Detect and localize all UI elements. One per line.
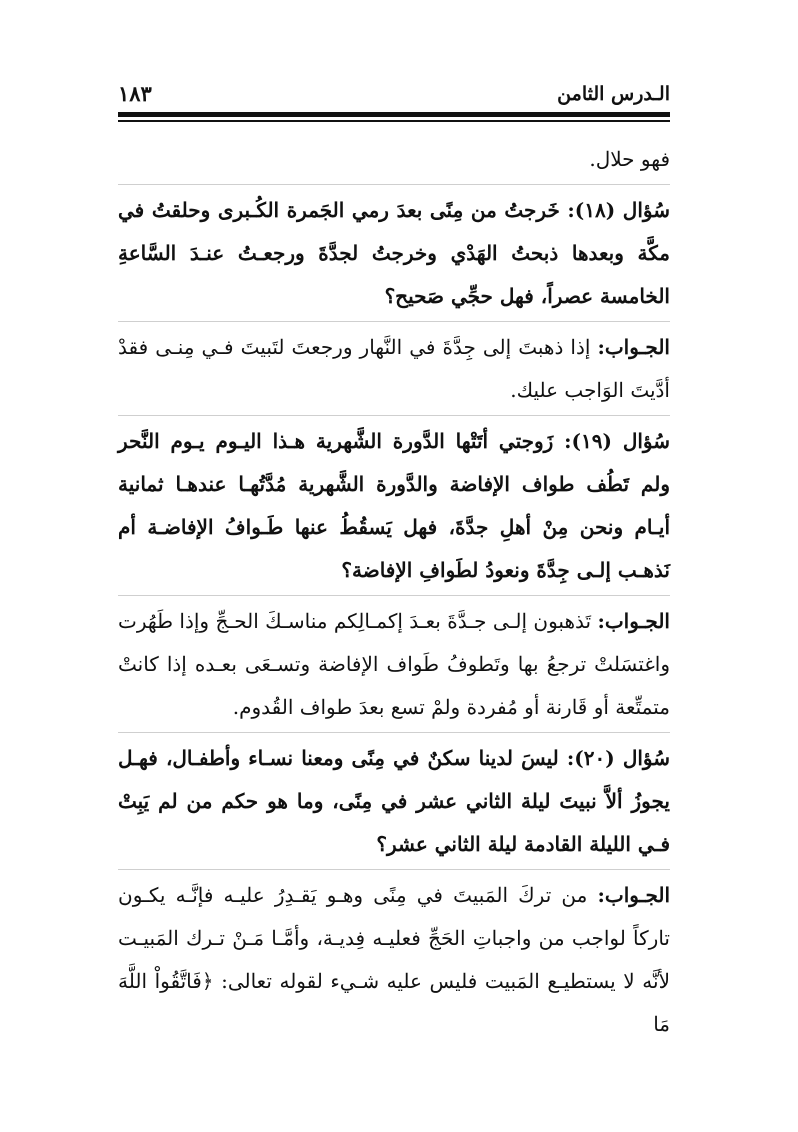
answer-20 (118, 874, 670, 1046)
header-rule-thick (118, 112, 670, 117)
paragraph-divider (118, 869, 670, 870)
chapter-title: الـدرس الثامن (557, 83, 670, 105)
answer-text: إذا ذهبتَ إلى جِدَّةَ في النَّهار ورجعتَ لتَبيتَ فـي مِنـى فقدْ أدَّيتَ الوَاجب عليك. (118, 335, 670, 402)
answer-label: الجـواب: (597, 883, 671, 907)
paragraph-divider (118, 732, 670, 733)
paragraph-divider (118, 595, 670, 596)
page-number: ١٨٣ (118, 81, 152, 106)
answer-label: الجـواب: (597, 609, 670, 633)
answer-text: من تركَ المَبيتَ في مِنًى وهـو يَقـدِرُ عليـه فإنَّـه يكـون تاركاً لواجب من واجباتِ الحَجِّ فعليـه فِديـة، وأمَّـا مَـنْ تـرك المَبيـت لأنَّه لا يستطيـع المَبيت فليس عليه شـيء لقوله تعالى: ﴿فَاتَّقُواْ اللَّهَ مَا (118, 883, 670, 1036)
question-20: سُؤال (٢٠): ليسَ لدينا سكنٌ في مِنًى ومعنا نسـاء وأطفـال، فهـل يجوزُ ألاَّ نبيتَ ليلة الثاني عشر في مِنًى، وما هو حكم من لم يَبِتْ فـي الليلة القادمة ليلة الثاني عشر؟ (118, 746, 670, 856)
answer-19 (118, 600, 670, 729)
question-18: سُؤال (١٨): خَرجتُ من مِنًى بعدَ رمي الجَمرة الكُـبرى وحلقتُ في مكَّة وبعدها ذبحتُ الهَدْي وخرجتُ لجدَّةَ ورجعـتُ عنـدَ السَّاعةِ الخامسة عصراً، فهل حجِّي صَحيح؟ (118, 198, 670, 308)
answer-label: الجـواب: (597, 335, 670, 359)
paragraph-divider (118, 321, 670, 322)
header-rule-thin (118, 120, 670, 122)
running-header (118, 82, 670, 108)
paragraph-divider (118, 415, 670, 416)
answer-continuation: فهو حلال. (589, 147, 670, 171)
question-19: سُؤال (١٩): زَوجتي أتَتْها الدَّورة الشَّهرية هـذا اليـوم يـوم النَّحر ولم تَطُف طواف الإفاضة والدَّورة الشَّهرية مُدَّتُهـا عندهـا ثمانية أيـام ونحن مِنْ أهلِ جدَّةَ، فهل يَسقُطُ عنها طَـوافُ الإفاضـة أم نَذهـب إلـى جِدَّةَ ونعودُ لطَوافِ الإفاضة؟ (118, 429, 670, 582)
answer-18 (118, 326, 670, 412)
paragraph-divider (118, 184, 670, 185)
answer-text: تَذهبون إلـى جـدَّةَ بعـدَ إكمـالِكم مناسـكَ الحـجِّ وإذا طَهُرت واغتسَلتْ ترجعُ بها وتَطوفُ طَواف الإفاضة وتسـعَى بعـده إذا كانتْ متمتِّعة أو قَارنة أو مُفردة ولمْ تسع بعدَ طواف القُدوم. (118, 609, 670, 719)
body-text (118, 138, 670, 1046)
